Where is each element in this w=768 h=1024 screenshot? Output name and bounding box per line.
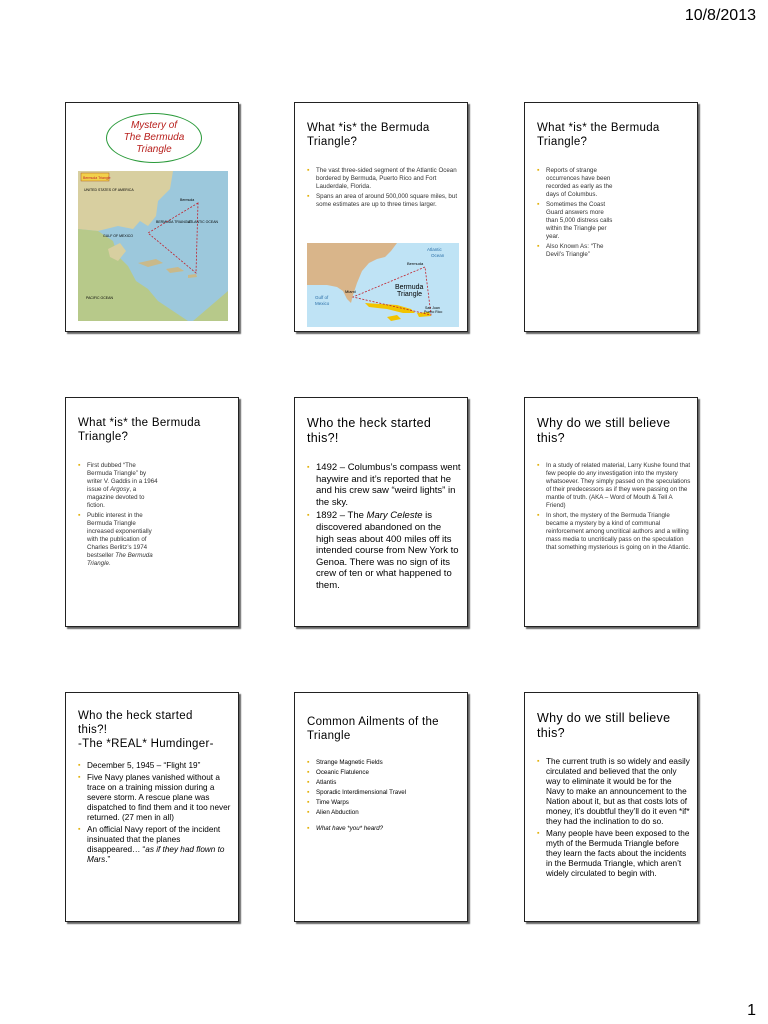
slide-title: Why do we still believe this? — [537, 416, 671, 445]
bullet-list — [537, 462, 691, 554]
slide-3 — [524, 102, 698, 332]
slide-title — [106, 113, 202, 163]
svg-text:Atlantic: Atlantic — [427, 247, 442, 252]
svg-text:Mexico: Mexico — [315, 301, 330, 306]
title-line: Triangle — [136, 144, 172, 155]
bullet-list — [78, 761, 232, 867]
slide-5 — [294, 397, 468, 627]
slide-2 — [294, 102, 468, 332]
svg-text:Puerto Rico: Puerto Rico — [424, 310, 443, 314]
slide-7 — [65, 692, 239, 922]
svg-text:Gulf of: Gulf of — [315, 295, 329, 300]
slide-9 — [524, 692, 698, 922]
slide-title: Common Ailments of the Triangle — [307, 716, 439, 742]
bullet-item: ▪ Sometimes the Coast Guard answers more than 5,000 distress calls within the Triangle per year. — [537, 201, 617, 241]
slide-1 — [65, 102, 239, 332]
bermuda-triangle-map — [307, 243, 459, 327]
slide-4 — [65, 397, 239, 627]
title-line: Who the heck started — [78, 710, 193, 722]
svg-text:Bermuda Triangle: Bermuda Triangle — [83, 176, 111, 180]
slide-title: What *is* the Bermuda Triangle? — [537, 122, 660, 148]
svg-text:GULF OF MEXICO: GULF OF MEXICO — [103, 234, 133, 238]
bullet-item: ▪ Reports of strange occurrences have been recorded as early as the days of Columbus. — [537, 167, 617, 199]
svg-text:ATLANTIC OCEAN: ATLANTIC OCEAN — [188, 220, 219, 224]
bullet-list — [537, 757, 691, 881]
bullet-item: ▪ The vast three-sided segment of the Atlantic Ocean bordered by Bermuda, Puerto Rico and Fort Lauderdale, Florida. — [307, 167, 461, 191]
slide-6 — [524, 397, 698, 627]
bullet-item: ▪ Atlantis — [307, 779, 461, 787]
print-date: 10/8/2013 — [684, 7, 756, 24]
page-number: 1 — [747, 1002, 756, 1019]
title-line: -The *REAL* Humdinger- — [78, 738, 214, 750]
bullet-item: ▪ Oceanic Flatulence — [307, 769, 461, 777]
svg-text:UNITED STATES OF AMERICA: UNITED STATES OF AMERICA — [84, 188, 134, 192]
svg-text:Miami: Miami — [345, 289, 356, 294]
svg-text:Ocean: Ocean — [431, 253, 445, 258]
title-line: this?! — [78, 724, 108, 736]
bullet-item: ▪ Alien Abduction — [307, 809, 461, 817]
bullet-item: ▪ Spans an area of around 500,000 square miles, but some estimates are up to three times larger. — [307, 193, 461, 209]
bullet-item: ▪ 1892 – The Mary Celeste is discovered abandoned on the high seas about 400 miles off its intended course from New York to Genoa. There was no sign of its crew of ten or what happened to them. — [307, 510, 461, 591]
bullet-item: ▪ Sporadic Interdimensional Travel — [307, 789, 461, 797]
bullet-list — [537, 167, 617, 261]
slide-title: Who the heck started this?! — [307, 416, 432, 445]
title-line: Mystery of — [130, 120, 178, 131]
bullet-item: ▪ December 5, 1945 – “Flight 19” — [78, 761, 232, 771]
title-line: The Bermuda — [123, 132, 185, 143]
bullet-item: ▪ Strange Magnetic Fields — [307, 759, 461, 767]
svg-text:Bermuda: Bermuda — [395, 284, 424, 291]
bullet-item: ▪ Five Navy planes vanished without a trace on a training mission during a severe storm. A rescue plane was dispatched to find them and it too never returned. (27 men in all) — [78, 773, 232, 823]
bullet-list — [307, 759, 461, 835]
bullet-item: ▪ 1492 – Columbus’s compass went haywire and it’s reported that he and his crew saw “weird lights” in the sky. — [307, 462, 461, 508]
svg-text:San Juan: San Juan — [425, 306, 440, 310]
svg-text:Triangle: Triangle — [397, 291, 423, 298]
svg-text:Bermuda: Bermuda — [407, 261, 424, 266]
slide-title: What *is* the Bermuda Triangle? — [78, 417, 201, 443]
caribbean-map — [78, 171, 228, 321]
slide-title: Why do we still believe this? — [537, 711, 671, 740]
svg-text:PACIFIC OCEAN: PACIFIC OCEAN — [86, 296, 113, 300]
bullet-item: ▪ Time Warps — [307, 799, 461, 807]
bullet-item: ▪ First dubbed “The Bermuda Triangle” by writer V. Gaddis in a 1964 issue of Argosy, a magazine devoted to fiction. — [78, 462, 158, 510]
svg-text:Bermuda: Bermuda — [180, 198, 195, 202]
bullet-item: ▪ Also Known As: “The Devil’s Triangle” — [537, 243, 617, 259]
bullet-list — [307, 167, 461, 211]
bullet-item: ▪ What have *you* heard? — [307, 825, 461, 833]
bullet-list — [78, 462, 158, 570]
bullet-item: ▪ An official Navy report of the incident insinuated that the planes disappeared… “as if they had flown to Mars.” — [78, 825, 232, 865]
bullet-item: ▪ In a study of related material, Larry Kushe found that few people do any investigation into the mystery whatsoever. They simply passed on the speculations of their predecessors as if they were passing on the mantle of truth. (AKA – Word of Mouth & Tell A Friend) — [537, 462, 691, 510]
bullet-item: ▪ Many people have been exposed to the myth of the Bermuda Triangle before they learn the facts about the incidents in the Bermuda Triangle, which aren’t widely circulated to begin with. — [537, 829, 691, 879]
bullet-list — [307, 462, 461, 594]
slide-8 — [294, 692, 468, 922]
bullet-item: ▪ Public interest in the Bermuda Triangle increased exponentially with the publication of Charles Berlitz’s 1974 bestseller The Bermuda Triangle. — [78, 512, 158, 568]
svg-text:BERMUDA TRIANGLE: BERMUDA TRIANGLE — [156, 220, 192, 224]
bullet-item: ▪ In short, the mystery of the Bermuda Triangle became a mystery by a kind of communal reinforcement among uncritical authors and a willing mass media to uncritically pass on the speculation that something mysterious is going on in the Atlantic. — [537, 512, 691, 552]
slide-title — [78, 709, 230, 751]
bullet-item: ▪ The current truth is so widely and easily circulated and believed that the only way to eliminate it would be for the Navy to make an announcement to the Nation about it, but as that costs lots of money, it’s doubtful they’ll do it even *if* they had the inclination to do so. — [537, 757, 691, 827]
slide-title: What *is* the Bermuda Triangle? — [307, 122, 430, 148]
